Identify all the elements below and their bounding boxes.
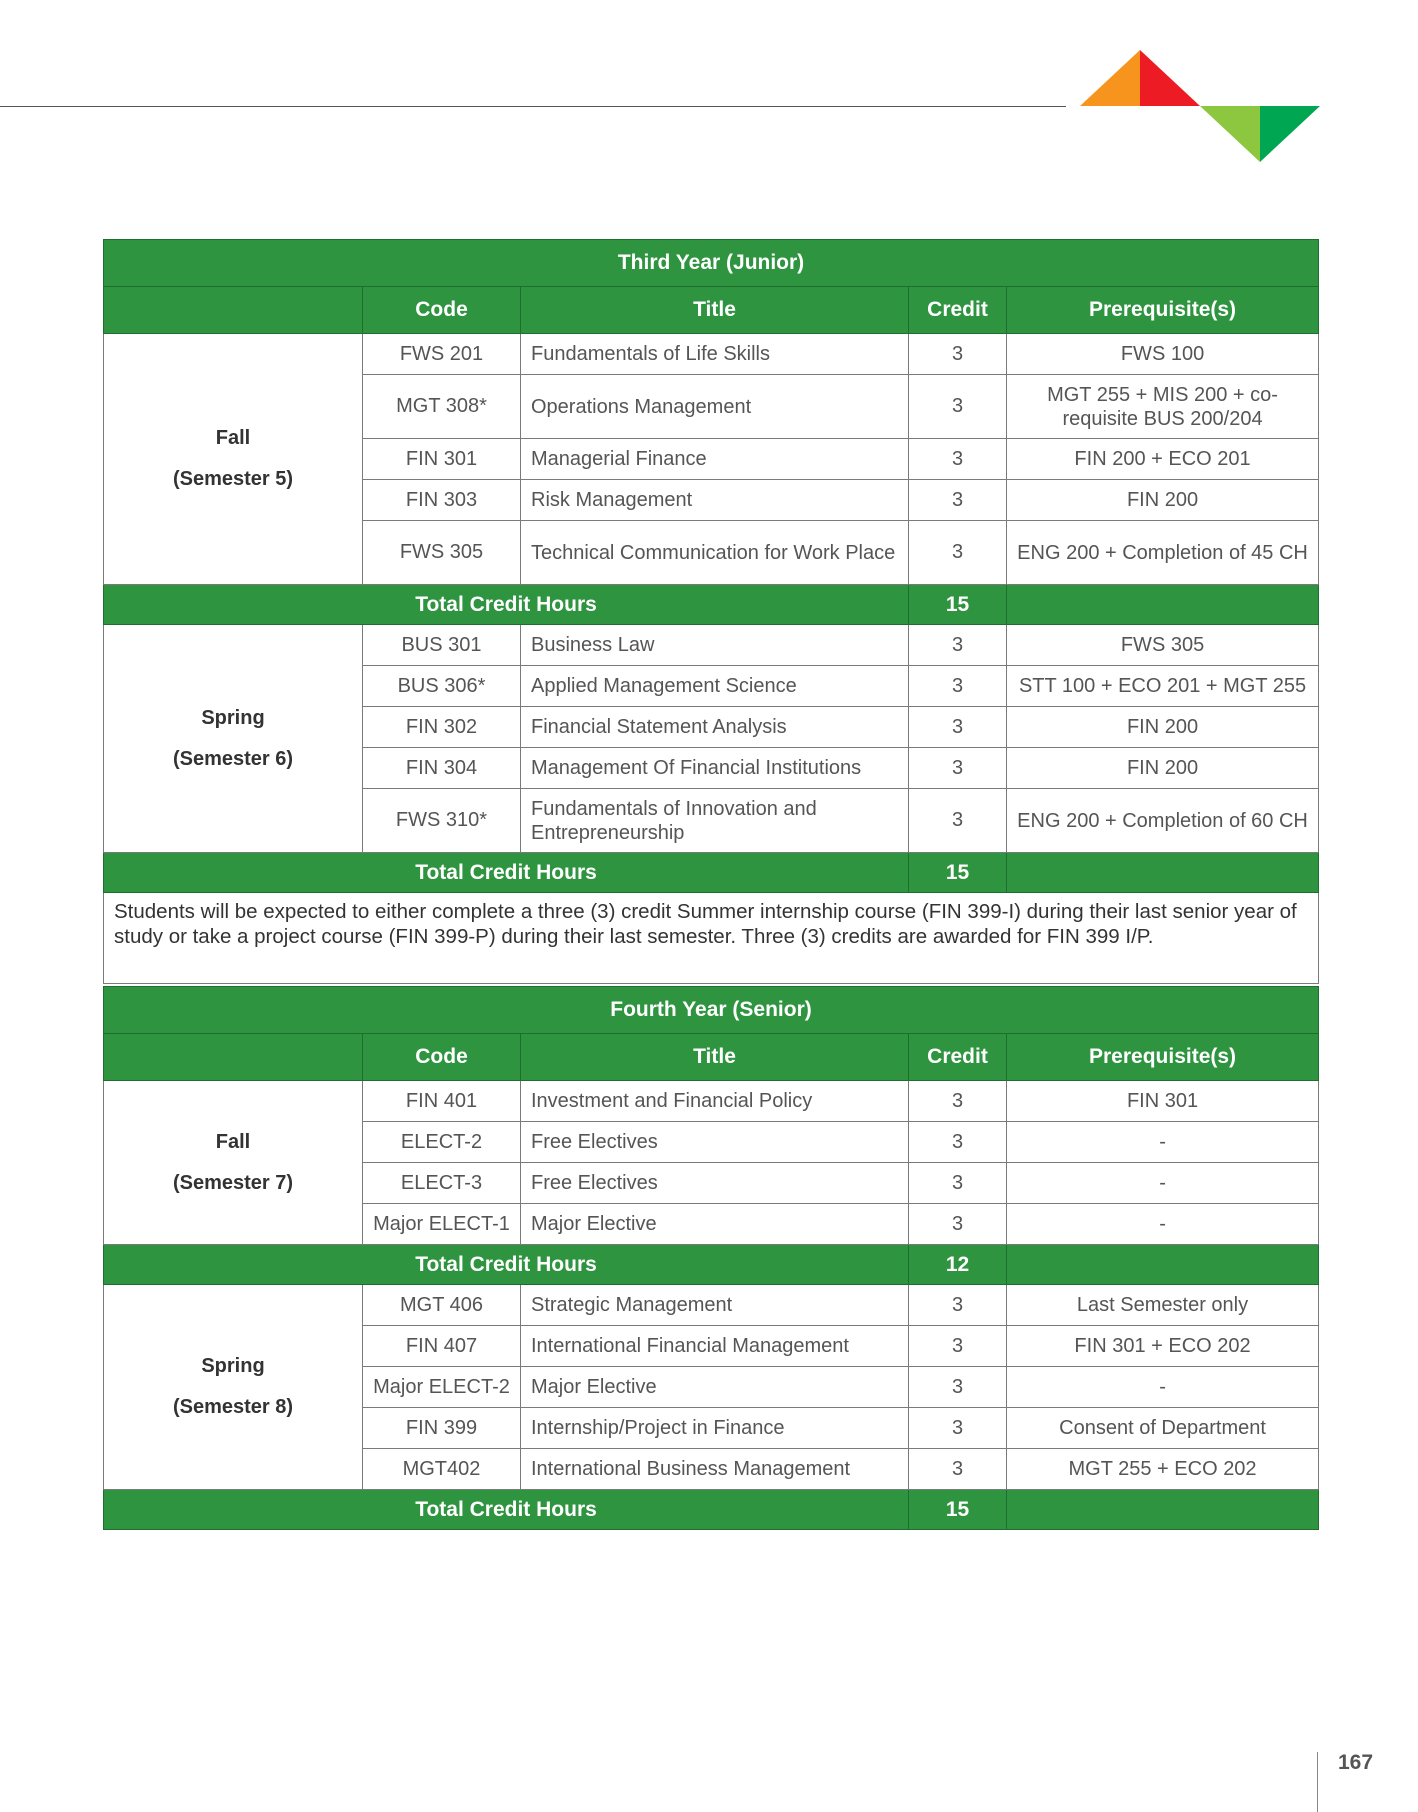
term-name: Spring [201, 706, 265, 729]
total-blank [1007, 1490, 1319, 1530]
course-prereq: FIN 200 [1007, 707, 1319, 748]
course-title: Strategic Management [521, 1285, 909, 1326]
header-code: Code [363, 1034, 521, 1081]
course-prereq: MGT 255 + MIS 200 + co-requisite BUS 200/204 [1007, 375, 1319, 439]
course-title: International Business Management [521, 1449, 909, 1490]
logo-green-triangle [1260, 106, 1320, 162]
header-title: Title [521, 1034, 909, 1081]
course-title: International Financial Management [521, 1326, 909, 1367]
course-title: Major Elective [521, 1367, 909, 1408]
course-credit: 3 [909, 439, 1007, 480]
course-code: FIN 407 [363, 1326, 521, 1367]
course-credit: 3 [909, 1285, 1007, 1326]
course-credit: 3 [909, 1163, 1007, 1204]
course-code: FIN 301 [363, 439, 521, 480]
header-blank [104, 1034, 363, 1081]
course-prereq: FIN 200 [1007, 480, 1319, 521]
semester-number: (Semester 5) [172, 468, 294, 490]
column-header-row [104, 1034, 1319, 1081]
course-credit: 3 [909, 666, 1007, 707]
internship-note: Students will be expected to either complete a three (3) credit Summer internship course (FIN 399-I) during their last senior year of study or take a project course (FIN 399-P) during their last semester. Three (3) credits are awarded for FIN 399 I/P. [104, 893, 1319, 984]
semester-number: (Semester 7) [172, 1171, 294, 1194]
course-code: ELECT-3 [363, 1163, 521, 1204]
course-title: Managerial Finance [521, 439, 909, 480]
course-prereq: STT 100 + ECO 201 + MGT 255 [1007, 666, 1319, 707]
total-blank [1007, 585, 1319, 625]
table-title-row [104, 240, 1319, 287]
term-name: Fall [215, 1130, 251, 1153]
course-code: Major ELECT-1 [363, 1204, 521, 1245]
total-credits: 15 [909, 585, 1007, 625]
note-row [104, 893, 1319, 984]
total-label: Total Credit Hours [104, 585, 909, 625]
course-title: Free Electives [521, 1163, 909, 1204]
course-title: Fundamentals of Innovation and Entrepreneurship [521, 789, 909, 853]
course-title: Financial Statement Analysis [521, 707, 909, 748]
header-credit: Credit [909, 287, 1007, 334]
header-prereq: Prerequisite(s) [1007, 1034, 1319, 1081]
course-code: FWS 201 [363, 334, 521, 375]
course-credit: 3 [909, 625, 1007, 666]
course-credit: 3 [909, 1326, 1007, 1367]
course-credit: 3 [909, 707, 1007, 748]
table-row [104, 625, 1319, 666]
header-rule [0, 106, 1066, 107]
page-number-rule [1317, 1752, 1318, 1812]
total-label: Total Credit Hours [104, 853, 909, 893]
course-code: MGT 406 [363, 1285, 521, 1326]
course-title: Fundamentals of Life Skills [521, 334, 909, 375]
course-prereq: - [1007, 1367, 1319, 1408]
course-code: BUS 301 [363, 625, 521, 666]
table-title: Third Year (Junior) [104, 240, 1319, 287]
table-title-row [104, 987, 1319, 1034]
logo-red-triangle [1140, 50, 1200, 106]
course-prereq: FIN 200 + ECO 201 [1007, 439, 1319, 480]
course-prereq: ENG 200 + Completion of 45 CH [1007, 521, 1319, 585]
course-title: Applied Management Science [521, 666, 909, 707]
total-label: Total Credit Hours [104, 1245, 909, 1285]
page-number: 167 [1338, 1751, 1374, 1774]
table-row [104, 1081, 1319, 1122]
course-title: Major Elective [521, 1204, 909, 1245]
course-code: FIN 401 [363, 1081, 521, 1122]
header-credit: Credit [909, 1034, 1007, 1081]
course-code: FWS 310* [363, 789, 521, 853]
triangle-logo-icon [1080, 50, 1320, 162]
course-code: FIN 302 [363, 707, 521, 748]
course-code: FIN 304 [363, 748, 521, 789]
course-prereq: Consent of Department [1007, 1408, 1319, 1449]
course-title: Operations Management [521, 375, 909, 439]
header-prereq: Prerequisite(s) [1007, 287, 1319, 334]
header-title: Title [521, 287, 909, 334]
semester-label [104, 1081, 363, 1245]
course-title: Risk Management [521, 480, 909, 521]
course-code: MGT 308* [363, 375, 521, 439]
course-title: Management Of Financial Institutions [521, 748, 909, 789]
course-credit: 3 [909, 789, 1007, 853]
course-credit: 3 [909, 1408, 1007, 1449]
total-credits: 15 [909, 1490, 1007, 1530]
total-row [104, 1490, 1319, 1530]
course-credit: 3 [909, 521, 1007, 585]
table-title: Fourth Year (Senior) [104, 987, 1319, 1034]
semester-label [104, 1285, 363, 1490]
fourth-year-table [103, 986, 1319, 1530]
course-code: BUS 306* [363, 666, 521, 707]
course-prereq: - [1007, 1163, 1319, 1204]
course-prereq: Last Semester only [1007, 1285, 1319, 1326]
course-credit: 3 [909, 1367, 1007, 1408]
semester-label [104, 625, 363, 853]
semester-number: (Semester 8) [172, 1396, 294, 1418]
course-credit: 3 [909, 1081, 1007, 1122]
semester-label [104, 334, 363, 585]
course-prereq: - [1007, 1204, 1319, 1245]
course-credit: 3 [909, 334, 1007, 375]
course-credit: 3 [909, 1122, 1007, 1163]
course-prereq: - [1007, 1122, 1319, 1163]
course-prereq: FWS 100 [1007, 334, 1319, 375]
logo-orange-triangle [1080, 50, 1140, 106]
header-code: Code [363, 287, 521, 334]
third-year-table [103, 239, 1319, 984]
course-title: Business Law [521, 625, 909, 666]
course-prereq: FIN 301 [1007, 1081, 1319, 1122]
course-credit: 3 [909, 748, 1007, 789]
logo-lightgreen-triangle [1200, 106, 1260, 162]
total-credits: 12 [909, 1245, 1007, 1285]
course-credit: 3 [909, 375, 1007, 439]
total-credits: 15 [909, 853, 1007, 893]
semester-number: (Semester 6) [172, 747, 294, 770]
total-label: Total Credit Hours [104, 1490, 909, 1530]
total-blank [1007, 1245, 1319, 1285]
course-prereq: ENG 200 + Completion of 60 CH [1007, 789, 1319, 853]
course-code: Major ELECT-2 [363, 1367, 521, 1408]
course-prereq: FIN 301 + ECO 202 [1007, 1326, 1319, 1367]
course-prereq: FWS 305 [1007, 625, 1319, 666]
course-title: Free Electives [521, 1122, 909, 1163]
course-title: Technical Communication for Work Place [521, 521, 909, 585]
course-title: Investment and Financial Policy [521, 1081, 909, 1122]
column-header-row [104, 287, 1319, 334]
total-row [104, 853, 1319, 893]
course-credit: 3 [909, 480, 1007, 521]
total-row [104, 585, 1319, 625]
term-name: Fall [215, 427, 251, 449]
table-row [104, 334, 1319, 375]
course-title: Internship/Project in Finance [521, 1408, 909, 1449]
header-blank [104, 287, 363, 334]
table-row [104, 1285, 1319, 1326]
course-prereq: FIN 200 [1007, 748, 1319, 789]
total-blank [1007, 853, 1319, 893]
course-code: FWS 305 [363, 521, 521, 585]
course-code: MGT402 [363, 1449, 521, 1490]
course-code: FIN 303 [363, 480, 521, 521]
total-row [104, 1245, 1319, 1285]
course-prereq: MGT 255 + ECO 202 [1007, 1449, 1319, 1490]
term-name: Spring [201, 1355, 265, 1377]
course-credit: 3 [909, 1449, 1007, 1490]
course-credit: 3 [909, 1204, 1007, 1245]
course-code: ELECT-2 [363, 1122, 521, 1163]
course-code: FIN 399 [363, 1408, 521, 1449]
